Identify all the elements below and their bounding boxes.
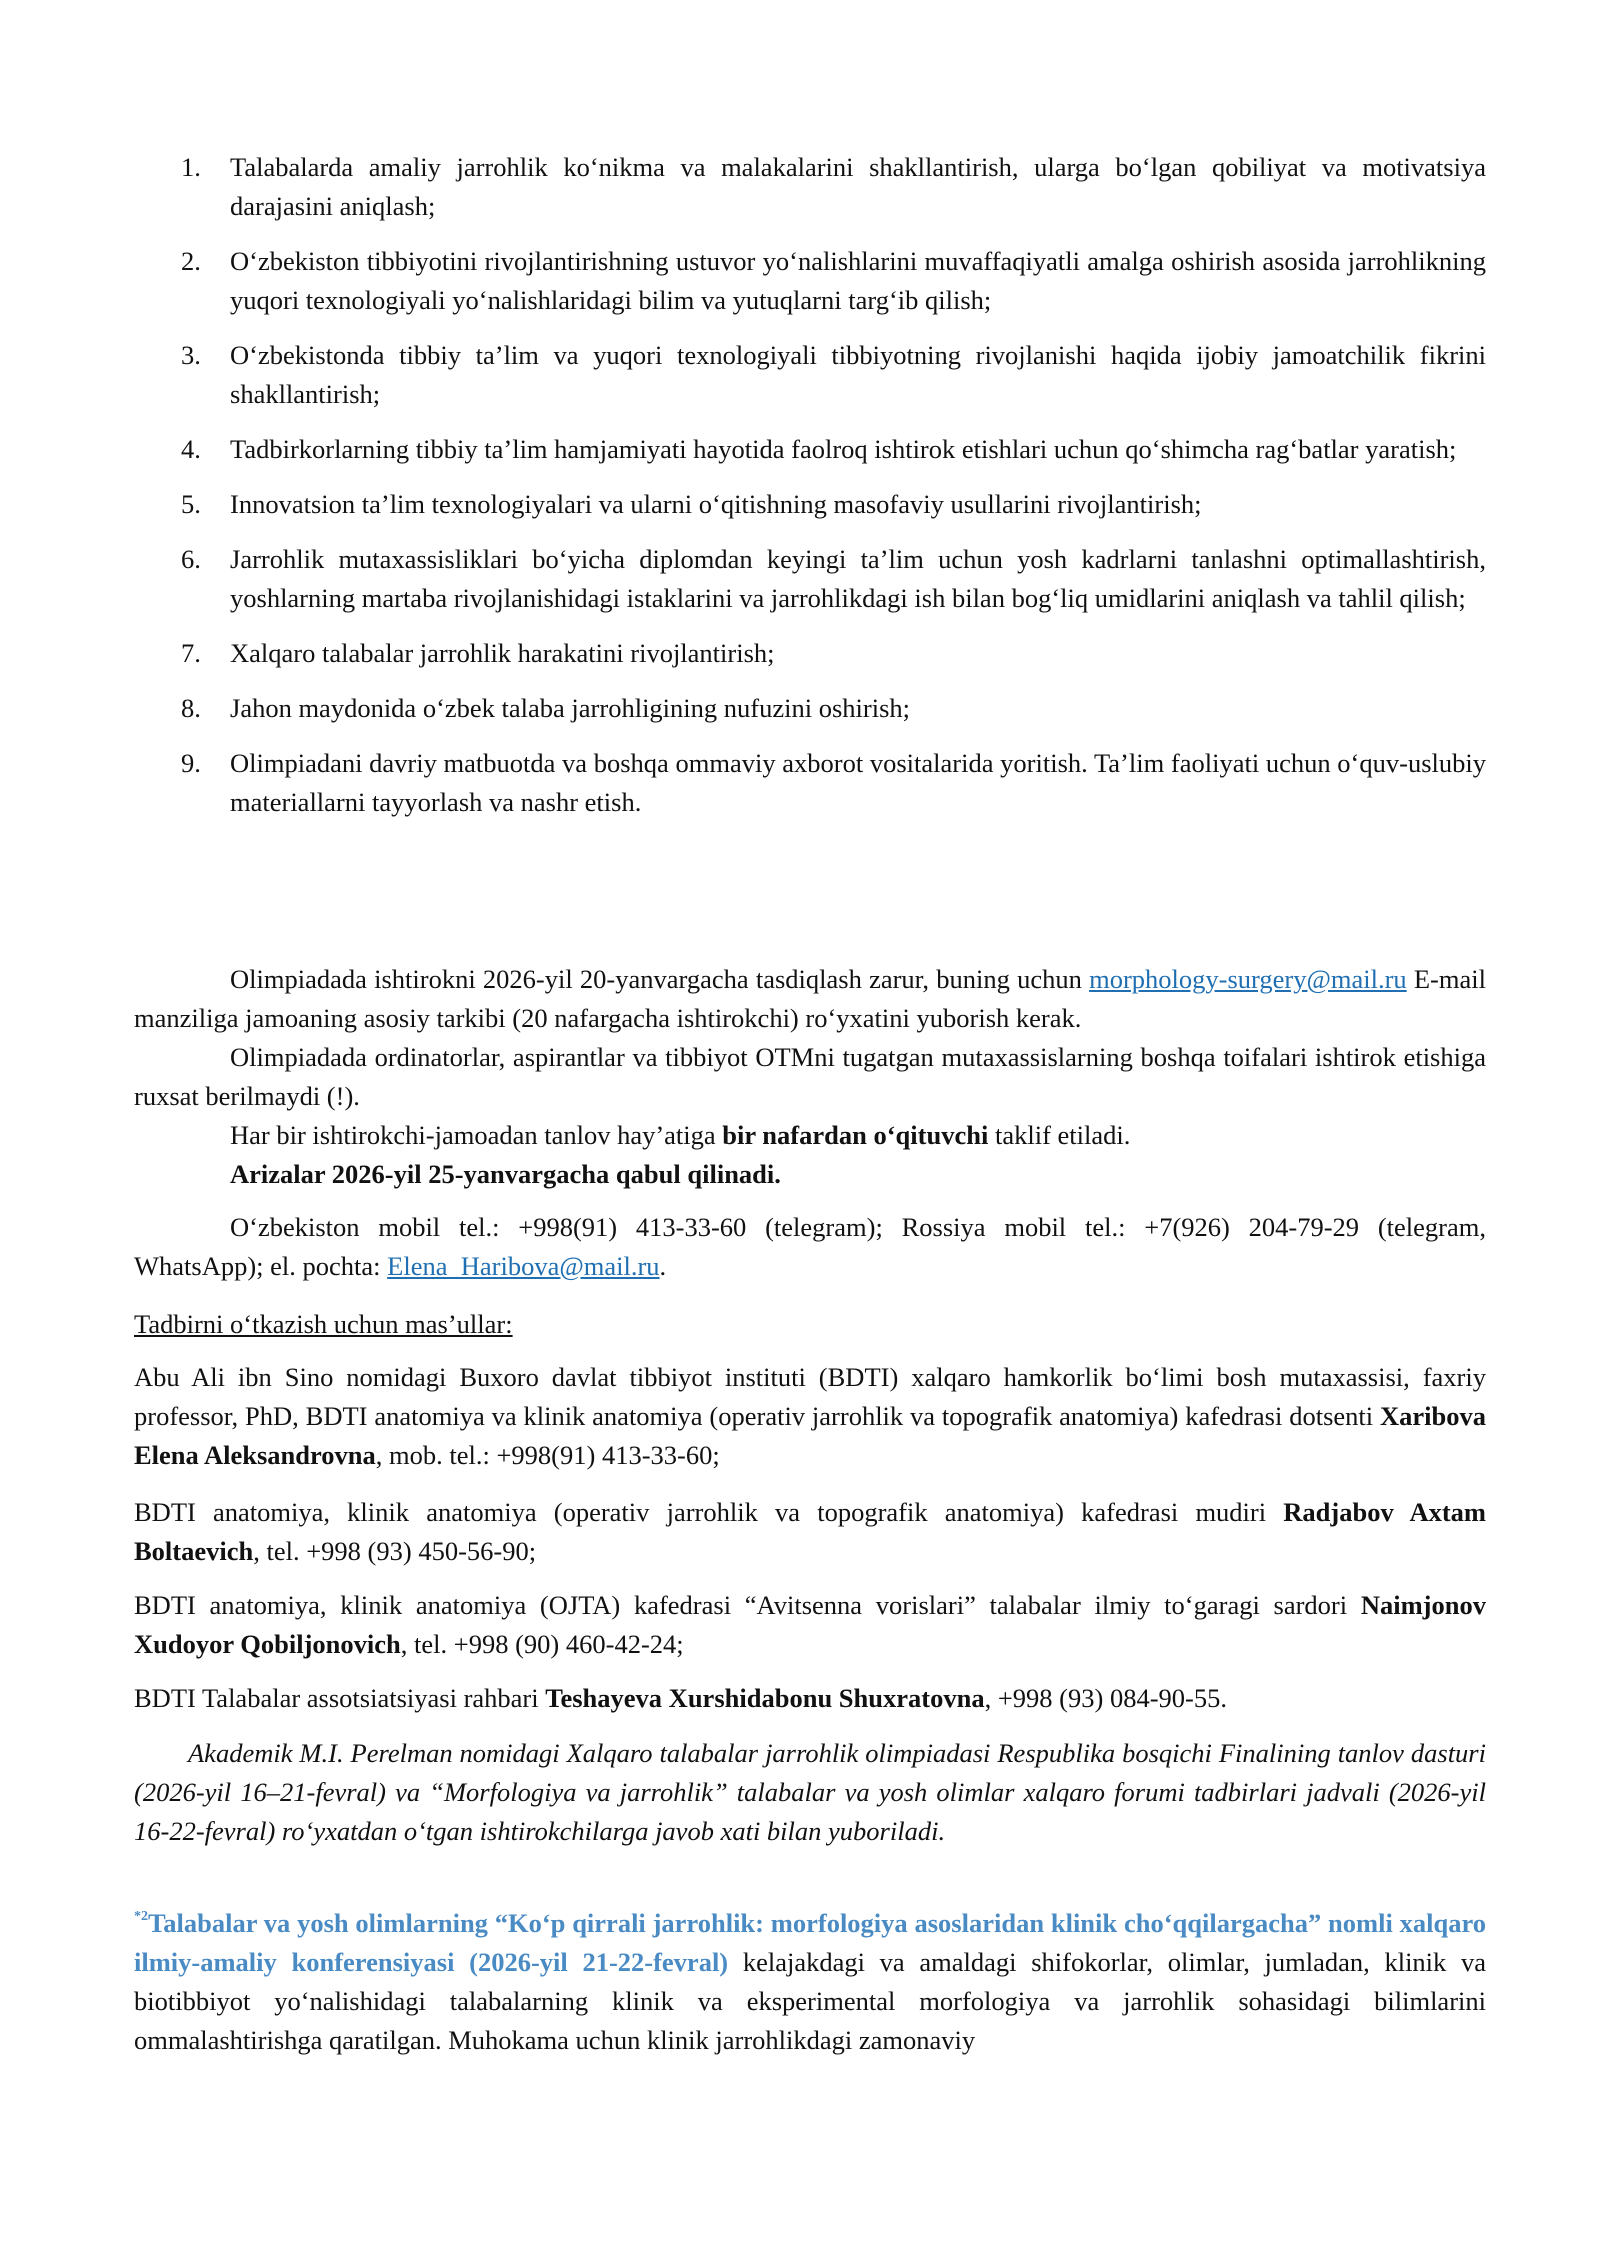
program-note-section bbox=[134, 1734, 1486, 1851]
list-number: 1. bbox=[181, 152, 201, 182]
responsible-text: BDTI Talabalar assotsiatsiyasi rahbari bbox=[134, 1683, 546, 1713]
contact-email-link[interactable]: Elena_Haribova@mail.ru bbox=[387, 1251, 660, 1281]
restriction-paragraph: Olimpiadada ordinatorlar, aspirantlar va tibbiyot OTMni tugatgan mutaxassislarning boshqa toifalari ishtirok etishiga ruxsat berilmaydi (!). bbox=[134, 1042, 1486, 1111]
contacts-section bbox=[134, 1208, 1486, 1286]
list-item bbox=[134, 242, 1486, 320]
responsible-entry bbox=[134, 1679, 1486, 1718]
program-note: Akademik M.I. Perelman nomidagi Xalqaro talabalar jarrohlik olimpiadasi Respublika bosqichi Finalining tanlov dasturi (2026-yil 16–21-fevral) va “Morfologiya va jarrohlik” talabalar va yosh olimlar xalqaro forumi tadbirlari jadvali (2026-yil 16-22-fevral) roʻyxatdan oʻtgan ishtirokchilarga javob xati bilan yuboriladi. bbox=[134, 1738, 1486, 1846]
list-item-text: Innovatsion taʼlim texnologiyalari va ularni oʻqitishning masofaviy usullarini rivojlantirish; bbox=[230, 489, 1202, 519]
teacher-bold-text: bir nafardan oʻqituvchi bbox=[722, 1120, 989, 1150]
responsible-heading-block bbox=[134, 1305, 1486, 1344]
responsible-phone: , mob. tel.: +998(91) 413-33-60; bbox=[375, 1440, 720, 1470]
list-number: 5. bbox=[181, 489, 201, 519]
organizer-email-link[interactable]: morphology-surgery@mail.ru bbox=[1089, 964, 1407, 994]
list-number: 4. bbox=[181, 434, 201, 464]
responsible-name: Radjabov Axtam Boltaevich bbox=[134, 1497, 1486, 1566]
list-item bbox=[134, 689, 1486, 728]
responsible-text: Abu Ali ibn Sino nomidagi Buxoro davlat tibbiyot instituti (BDTI) xalqaro hamkorlik boʻlimi bosh mutaxassisi, faxriy professor, PhD, BDTI anatomiya va klinik anatomiya (operativ jarrohlik va topografik anatomiya) kafedrasi dotsenti bbox=[134, 1362, 1486, 1431]
list-item bbox=[134, 485, 1486, 524]
responsible-entry bbox=[134, 1586, 1486, 1664]
responsible-entry bbox=[134, 1493, 1486, 1571]
conference-section bbox=[134, 1904, 1486, 2060]
teacher-text-end: taklif etiladi. bbox=[988, 1120, 1131, 1150]
list-item bbox=[134, 540, 1486, 618]
participation-section bbox=[134, 960, 1486, 1194]
confirm-paragraph bbox=[134, 960, 1486, 1038]
list-item-text: Jarrohlik mutaxassisliklari boʻyicha diplomdan keyingi taʼlim uchun yosh kadrlarni tanlashni optimallashtirish, yoshlarning martaba rivojlanishidagi istaklarini va jarrohlikdagi ish bilan bogʻliq umidlarini aniqlash va tahlil qilish; bbox=[230, 544, 1486, 613]
list-number: 9. bbox=[181, 748, 201, 778]
list-item-text: Talabalarda amaliy jarrohlik koʻnikma va malakalarini shakllantirish, ularga boʻlgan qobiliyat va motivatsiya darajasini aniqlash; bbox=[230, 152, 1486, 221]
list-item bbox=[134, 634, 1486, 673]
list-item-text: Tadbirkorlarning tibbiy taʼlim hamjamiyati hayotida faolroq ishtirok etishlari uchun qoʻshimcha ragʻbatlar yaratish; bbox=[230, 434, 1457, 464]
list-item-text: Olimpiadani davriy matbuotda va boshqa ommaviy axborot vositalarida yoritish. Taʼlim faoliyati uchun oʻquv-uslubiy materiallarni tayyorlash va nashr etish. bbox=[230, 748, 1486, 817]
confirm-text: Olimpiadada ishtirokni 2026-yil 20-yanvargacha tasdiqlash zarur, buning uchun bbox=[230, 964, 1090, 994]
responsible-text: BDTI anatomiya, klinik anatomiya (OJTA) kafedrasi “Avitsenna vorislari” talabalar ilmiy toʻgaragi sardori bbox=[134, 1590, 1361, 1620]
deadline-paragraph: Arizalar 2026-yil 25-yanvargacha qabul qilinadi. bbox=[230, 1159, 781, 1189]
responsible-name: Teshayeva Xurshidabonu Shuxratovna bbox=[545, 1683, 985, 1713]
responsible-entry bbox=[134, 1358, 1486, 1475]
confirm-text-end: E-mail manziliga jamoaning asosiy tarkibi (20 nafargacha ishtirokchi) roʻyxatini yuborish kerak. bbox=[134, 964, 1486, 1033]
contacts-paragraph bbox=[134, 1208, 1486, 1286]
conference-title: Talabalar va yosh olimlarning “Koʻp qirrali jarrohlik: morfologiya asoslaridan klinik choʻqqilargacha” nomli xalqaro ilmiy-amaliy konferensiyasi (2026-yil 21-22-fevral) bbox=[134, 1908, 1486, 1977]
responsible-heading: Tadbirni oʻtkazish uchun masʼullar: bbox=[134, 1309, 513, 1339]
list-item-text: Jahon maydonida oʻzbek talaba jarrohligining nufuzini oshirish; bbox=[230, 693, 911, 723]
list-item bbox=[134, 336, 1486, 414]
teacher-paragraph bbox=[134, 1116, 1486, 1155]
conference-text: kelajakdagi va amaldagi shifokorlar, olimlar, jumladan, klinik va biotibbiyot yoʻnalishidagi talabalarning klinik va eksperimental morfologiya va jarrohlik sohasidagi bilimlarini ommalashtirishga qaratilgan. Muhokama uchun klinik jarrohlikdagi zamonaviy bbox=[134, 1947, 1487, 2055]
list-item-text: Oʻzbekistonda tibbiy taʼlim va yuqori texnologiyali tibbiyotning rivojlanishi haqida ijobiy jamoatchilik fikrini shakllantirish; bbox=[230, 340, 1486, 409]
responsible-name: Xaribova Elena Aleksandrovna bbox=[134, 1401, 1486, 1470]
responsible-name: Naimjonov Xudoyor Qobiljonovich bbox=[134, 1590, 1486, 1659]
list-number: 6. bbox=[181, 544, 201, 574]
contacts-end: . bbox=[659, 1251, 667, 1281]
list-item bbox=[134, 430, 1486, 469]
list-item bbox=[134, 744, 1486, 822]
goals-list bbox=[134, 148, 1486, 838]
list-number: 8. bbox=[181, 693, 201, 723]
list-number: 2. bbox=[181, 246, 201, 276]
responsible-text: BDTI anatomiya, klinik anatomiya (operativ jarrohlik va topografik anatomiya) kafedrasi mudiri bbox=[134, 1497, 1284, 1527]
contacts-text: Oʻzbekiston mobil tel.: +998(91) 413-33-60 (telegram); Rossiya mobil tel.: +7(926) 204-79-29 (telegram, WhatsApp); el. pochta: bbox=[134, 1212, 1486, 1281]
responsible-phone: , +998 (93) 084-90-55. bbox=[984, 1683, 1227, 1713]
list-item-text: Xalqaro talabalar jarrohlik harakatini rivojlantirish; bbox=[230, 638, 775, 668]
teacher-text: Har bir ishtirokchi-jamoadan tanlov hayʼatiga bbox=[230, 1120, 723, 1150]
conference-paragraph bbox=[134, 1904, 1486, 2060]
responsible-phone: , tel. +998 (90) 460-42-24; bbox=[400, 1629, 684, 1659]
list-item-text: Oʻzbekiston tibbiyotini rivojlantirishning ustuvor yoʻnalishlarini muvaffaqiyatli amalga oshirish asosida jarrohlikning yuqori texnologiyali yoʻnalishlaridagi bilim va yutuqlarni targʻib qilish; bbox=[230, 246, 1486, 315]
list-number: 3. bbox=[181, 340, 201, 370]
footnote-marker: *2 bbox=[134, 1909, 148, 1924]
responsible-phone: , tel. +998 (93) 450-56-90; bbox=[253, 1536, 537, 1566]
list-item bbox=[134, 148, 1486, 226]
list-number: 7. bbox=[181, 638, 201, 668]
